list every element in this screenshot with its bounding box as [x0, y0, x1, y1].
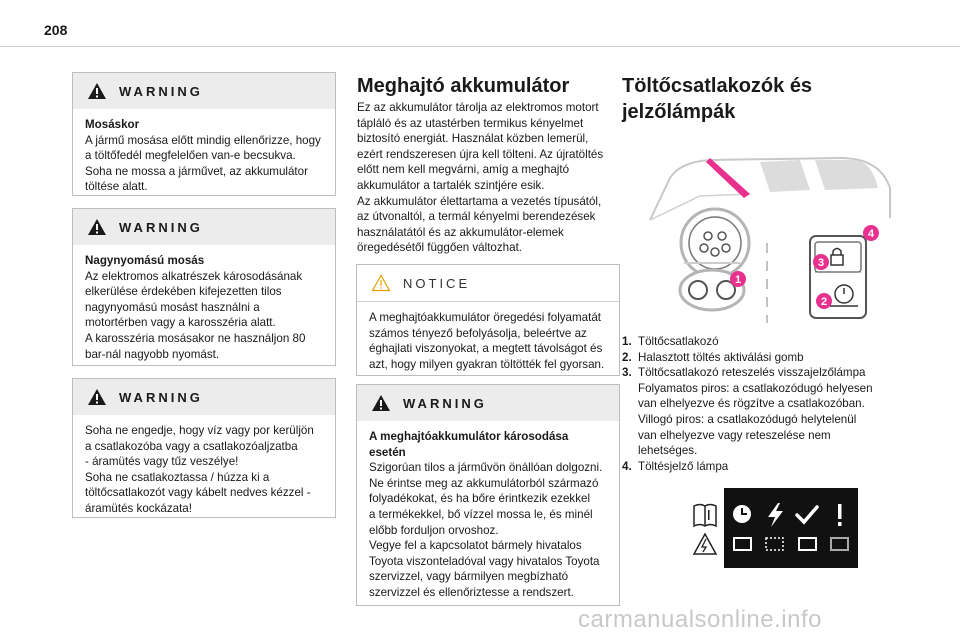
warning-label: WARNING [119, 83, 203, 99]
list-item [622, 459, 922, 475]
warning-line: szervizzel, vagy bármilyen megbízható [369, 570, 569, 584]
warning-triangle-icon [87, 82, 107, 100]
section-heading-connectors [622, 73, 812, 125]
intro-line: akkumulátor a tartalék szintjére esik. [357, 178, 545, 192]
warning-title: Mosáskor [85, 118, 140, 131]
warning-triangle-icon [87, 218, 107, 236]
warning-line: A karosszéria mosásakor ne használjon 80 [85, 331, 306, 345]
warning-body [73, 109, 335, 205]
callout-legend-list [622, 334, 922, 474]
intro-line: biztosító energiát. Használat közben lemerül, [357, 132, 589, 146]
notice-line: éghajlati viszonyokat, a megtett távolságot és [369, 342, 603, 356]
list-item-line: Halasztott töltés aktiválási gomb [638, 350, 804, 364]
list-item [622, 365, 922, 459]
notice-box [356, 264, 620, 376]
warning-line: Toyota viszonteladóval vagy hivatalos Toyota [369, 554, 600, 568]
warning-box-battery-damage [356, 384, 620, 606]
list-item-line: Töltésjelző lámpa [638, 459, 729, 473]
notice-triangle-icon [371, 274, 391, 292]
footer-watermark: carmanualsonline.info [578, 606, 822, 633]
warning-line: töltése alatt. [85, 180, 148, 194]
warning-line: előbb forduljon orvoshoz. [369, 523, 499, 537]
clock-icon [733, 505, 751, 523]
warning-line: Vegye fel a kapcsolatot bármely hivatalos [369, 539, 582, 553]
list-item-text [638, 350, 922, 366]
notice-line: azt, hogy milyen gyakran töltötték fel gyorsan. [369, 357, 605, 371]
warning-line: Ne érintse meg az akkumulátorból származó [369, 476, 599, 490]
warning-line: áramütés kockázata! [85, 501, 192, 515]
list-item-text [638, 334, 922, 350]
battery-intro [357, 100, 622, 256]
warning-label: WARNING [119, 219, 203, 235]
warning-line: motortérben vagy a karosszéria alatt. [85, 316, 276, 330]
intro-line: ezért rendszeresen újra kell tölteni. Az újratöltés [357, 147, 604, 161]
warning-line: Soha ne mossa a járművet, az akkumulátor [85, 164, 308, 178]
warning-title: Nagynyomású mosás [85, 254, 205, 267]
warning-line: nagynyomású mosást használni a [85, 300, 260, 314]
warning-box-high-pressure [72, 208, 336, 366]
warning-line: szervizzel és ellenőriztesse a rendszert. [369, 585, 574, 599]
charging-port-illustration [640, 148, 900, 328]
intro-line: előtt nem kell megvárni, amíg a meghajtó [357, 163, 570, 177]
notice-header [357, 265, 619, 302]
warning-header [357, 385, 619, 421]
warning-line: bar-nál nagyobb nyomást. [85, 347, 220, 361]
warning-line: A jármű mosása előtt mindig ellenőrizze, hogy [85, 133, 321, 147]
warning-triangle-icon [87, 388, 107, 406]
warning-line: - áramütés vagy tűz veszélye! [85, 455, 239, 469]
intro-line: az útvonaltól, a termál kényelmi berendezések [357, 210, 596, 224]
list-item-number: 1. [622, 335, 632, 348]
warning-line: Szigorúan tilos a járművön önállóan dolgozni. [369, 461, 603, 475]
intro-line: használatától és az akkumulátor-elemek [357, 225, 564, 239]
list-item-text [638, 365, 922, 459]
warning-title: esetén [369, 445, 406, 459]
list-item-line: Töltőcsatlakozó reteszelés visszajelzőlámpa [638, 366, 866, 380]
callout-3-label: 3 [817, 257, 825, 269]
warning-line: Az elektromos alkatrészek károsodásának [85, 269, 303, 283]
warning-triangle-icon [371, 394, 391, 412]
warning-body [357, 421, 619, 611]
section-heading-battery: Meghajtó akkumulátor [357, 75, 570, 97]
list-item-number: 3. [622, 366, 632, 380]
list-item [622, 334, 922, 350]
warning-box-washing [72, 72, 336, 196]
heading-line: jelzőlámpák [622, 101, 736, 123]
intro-line: tápláló és az utastérben termikus kényelmet [357, 116, 584, 130]
indicator-icons-panel [686, 488, 858, 568]
intro-line: Ez az akkumulátor tárolja az elektromos motort [357, 101, 599, 114]
warning-line: a csatlakozóba vagy a csatlakozóaljzatba [85, 439, 298, 453]
list-item-text [638, 459, 922, 475]
list-item-line: Töltőcsatlakozó [638, 335, 719, 348]
warning-title: A meghajtóakkumulátor károsodása [369, 430, 569, 443]
list-item-number: 2. [622, 350, 632, 364]
warning-body [73, 415, 335, 527]
warning-line: a termékekkel, bő vízzel mossa le, és minél [369, 507, 593, 521]
warning-header [73, 73, 335, 109]
warning-header [73, 209, 335, 245]
warning-line: a töltőfedél megfelelően van-e becsukva. [85, 149, 296, 163]
warning-line: Soha ne engedje, hogy víz vagy por kerüljön [85, 424, 314, 437]
callout-4-label: 4 [867, 228, 875, 240]
warning-label: WARNING [119, 389, 203, 405]
warning-line: folyadékokat, és ha bőre érintkezik ezekkel [369, 492, 591, 506]
warning-line: töltőcsatlakozót vagy kábelt nedves kézzel - [85, 486, 311, 500]
notice-body [357, 302, 619, 382]
notice-line: számos tényező befolyásolja, beleértve az [369, 326, 587, 340]
exclamation-icon [838, 504, 842, 526]
warning-body [73, 245, 335, 372]
warning-header [73, 379, 335, 415]
list-item-number: 4. [622, 459, 632, 473]
warning-line: elkerülése érdekében kifejezetten tilos [85, 285, 282, 299]
list-item-line: Villogó piros: a csatlakozódugó helytelenül [638, 412, 857, 426]
warning-label: WARNING [403, 395, 487, 411]
callout-2-label: 2 [820, 296, 828, 308]
notice-line: A meghajtóakkumulátor öregedési folyamatát [369, 311, 602, 324]
list-item-line: lehetséges. [638, 444, 698, 458]
list-item [622, 350, 922, 366]
page-number: 208 [44, 22, 68, 38]
list-item-line: van elhelyezve és rögzítve a csatlakozóban. [638, 397, 865, 411]
warning-line: Soha ne csatlakoztassa / húzza ki a [85, 470, 270, 484]
notice-label: NOTICE [403, 275, 471, 291]
list-item-line: van elhelyezve vagy reteszelése nem [638, 428, 831, 442]
warning-box-water-dust [72, 378, 336, 518]
intro-line: Az akkumulátor élettartama a vezetés típusától, [357, 194, 602, 208]
heading-line: Töltőcsatlakozók és [622, 75, 813, 97]
list-item-line: Folyamatos piros: a csatlakozódugó helyesen [638, 381, 873, 395]
callout-1-label: 1 [734, 274, 742, 286]
header-divider [0, 46, 960, 47]
intro-line: öregedésétől függően változhat. [357, 241, 523, 255]
